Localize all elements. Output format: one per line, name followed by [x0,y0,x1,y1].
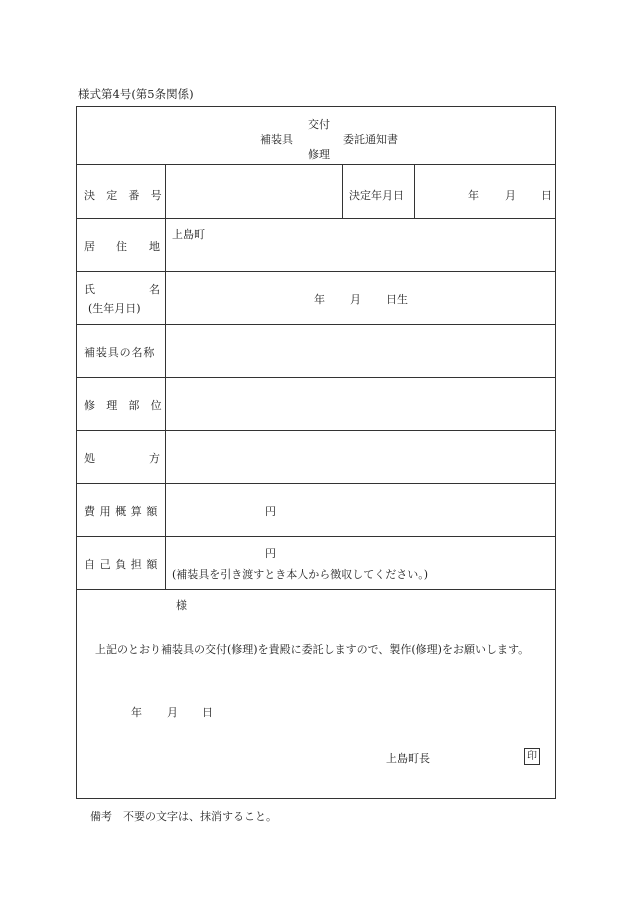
birth-year: 年 [314,293,325,306]
decision-date-divider [342,164,343,218]
row-divider [76,536,556,537]
birth-month: 月 [350,293,361,306]
repair-part-label: 修 理 部 位 [84,399,166,412]
heading-repair: 修理 [308,148,330,161]
copay-note: (補装具を引き渡すとき本人から徴収してください。) [172,568,429,581]
remarks-note: 備考 不要の文字は、抹消すること。 [90,810,277,823]
addressee-suffix: 様 [176,599,187,612]
decision-number-label: 決 定 番 号 [84,189,166,202]
decision-date-label: 決定年月日 [349,189,404,202]
copay-label: 自 己 負 担 額 [84,558,158,571]
row-divider [76,164,556,165]
row-divider [76,430,556,431]
name-label: 名 [149,283,160,296]
decision-date-year: 年 [468,189,479,202]
decision-date-month: 月 [505,189,516,202]
decision-date-day: 日 [541,189,552,202]
heading-device: 補装具 [260,133,293,146]
heading-notice: 委託通知書 [343,133,398,146]
prescription-label: 処 [84,452,95,465]
prescription-label: 方 [149,452,160,465]
cost-estimate-unit: 円 [265,505,276,518]
row-divider [76,377,556,378]
letter-date-year: 年 [131,706,142,719]
copay-unit: 円 [265,547,276,560]
row-divider [76,218,556,219]
letter-date-day: 日 [202,706,213,719]
row-divider [76,271,556,272]
row-divider [76,324,556,325]
issuer-name: 上島町長 [386,752,430,765]
name-label: 氏 [84,283,95,296]
letter-body: 上記のとおり補装具の交付(修理)を貴殿に委託しますので、製作(修理)をお願いします。 [95,643,530,656]
address-value: 上島町 [172,228,205,241]
cost-estimate-label: 費 用 概 算 額 [84,505,158,518]
heading-issue: 交付 [308,118,330,131]
label-column-divider [165,164,166,589]
form-frame [76,106,556,799]
decision-date-divider [414,164,415,218]
address-label: 住 [116,240,127,253]
address-label: 地 [149,240,160,253]
row-divider [76,483,556,484]
form-number-title: 様式第4号(第5条関係) [78,87,194,101]
row-divider [76,589,556,590]
device-name-label: 補装具の名称 [84,346,156,359]
letter-date-month: 月 [167,706,178,719]
address-label: 居 [84,240,95,253]
birth-day: 日生 [386,293,408,306]
seal-mark: 印 [524,748,540,765]
birth-date-label: (生年月日) [88,302,141,315]
